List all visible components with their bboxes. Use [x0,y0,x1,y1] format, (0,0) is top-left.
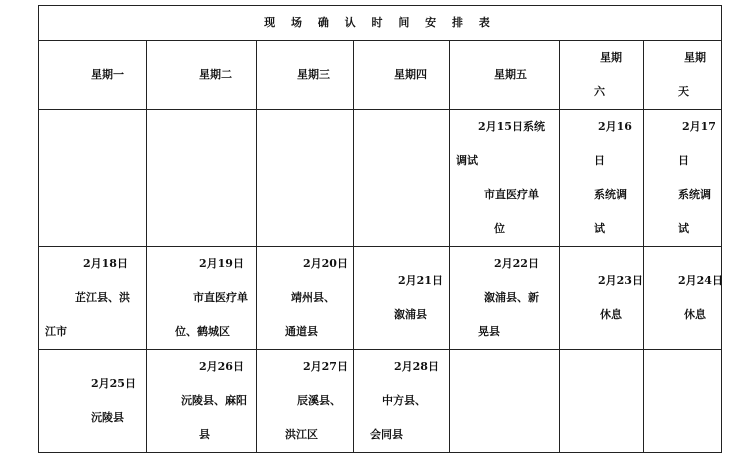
header-monday: 星期一 [39,41,147,110]
cell-r1-thu [354,110,450,247]
cell-r2-mon: 2月18日 芷江县、洪 江市 [39,247,147,350]
cell-r3-fri [450,350,560,453]
cell-r2-thu: 2月21日 溆浦县 [354,247,450,350]
table-title: 现 场 确 认 时 间 安 排 表 [39,6,722,41]
cell-r3-mon: 2月25日 沅陵县 [39,350,147,453]
cell-r3-sat [560,350,644,453]
cell-r2-fri: 2月22日 溆浦县、新 晃县 [450,247,560,350]
header-saturday: 星期 六 [560,41,644,110]
header-wednesday: 星期三 [257,41,354,110]
cell-r2-sun: 2月24日 休息 [644,247,722,350]
cell-r2-sat: 2月23日 休息 [560,247,644,350]
cell-r3-wed: 2月27日 辰溪县、 洪江区 [257,350,354,453]
header-tuesday: 星期二 [147,41,257,110]
cell-r1-sun: 2月17 日 系统调 试 [644,110,722,247]
cell-r3-tue: 2月26日 沅陵县、麻阳 县 [147,350,257,453]
cell-r1-mon [39,110,147,247]
cell-r1-wed [257,110,354,247]
header-friday: 星期五 [450,41,560,110]
cell-r1-tue [147,110,257,247]
header-sunday: 星期 天 [644,41,722,110]
cell-r1-fri: 2月15日系统 调试 市直医疗单 位 [450,110,560,247]
cell-r3-thu: 2月28日 中方县、 会同县 [354,350,450,453]
cell-r2-tue: 2月19日 市直医疗单 位、鹤城区 [147,247,257,350]
cell-r1-sat: 2月16 日 系统调 试 [560,110,644,247]
cell-r3-sun [644,350,722,453]
header-thursday: 星期四 [354,41,450,110]
schedule-table [38,5,722,453]
cell-r2-wed: 2月20日 靖州县、 通道县 [257,247,354,350]
